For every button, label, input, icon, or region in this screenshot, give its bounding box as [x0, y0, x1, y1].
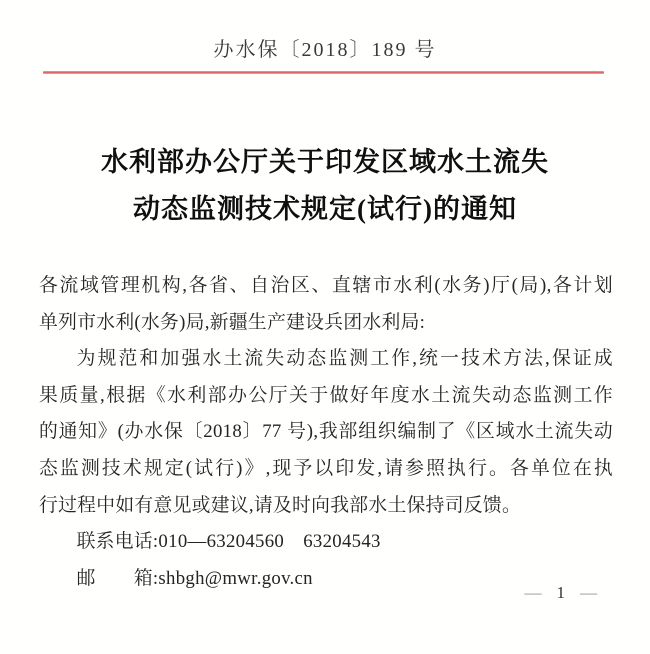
- document-reference-number: 办水保〔2018〕189 号: [213, 39, 437, 61]
- body-line-paragraph-1: 为规范和加强水土流失动态监测工作,统一技术方法,保证成: [76, 348, 613, 370]
- body-line-paragraph-3: 的通知》(办水保〔2018〕77 号),我部组织编制了《区域水土流失动: [39, 421, 613, 443]
- body-line-paragraph-5: 行过程中如有意见或建议,请及时向我部水土保持司反馈。: [39, 494, 522, 516]
- contact-phone-line: 联系电话:010—63204560 63204543: [76, 531, 381, 553]
- red-separator-line: [43, 71, 604, 74]
- page-number-value: 1: [556, 583, 566, 602]
- contact-email-line: 邮 箱:shbgh@mwr.gov.cn: [76, 567, 313, 589]
- body-line-recipients-2: 单列市水利(水务)局,新疆生产建设兵团水利局:: [39, 311, 426, 333]
- document-body: [39, 268, 613, 597]
- body-line-paragraph-2: 果质量,根据《水利部办公厅关于做好年度水土流失动态监测工作: [39, 384, 613, 406]
- document-title: [0, 139, 650, 233]
- body-line-paragraph-4: 态监测技术规定(试行)》,现予以印发,请参照执行。各单位在执: [39, 457, 613, 479]
- page-number-right-dash: —: [580, 583, 598, 602]
- page-number: [525, 583, 599, 603]
- body-line-recipients-1: 各流域管理机构,各省、自治区、直辖市水利(水务)厅(局),各计划: [39, 275, 613, 296]
- document-title-line-1: 水利部办公厅关于印发区域水土流失: [101, 147, 549, 177]
- document-title-line-2: 动态监测技术规定(试行)的通知: [133, 194, 517, 224]
- page-number-left-dash: —: [524, 583, 543, 602]
